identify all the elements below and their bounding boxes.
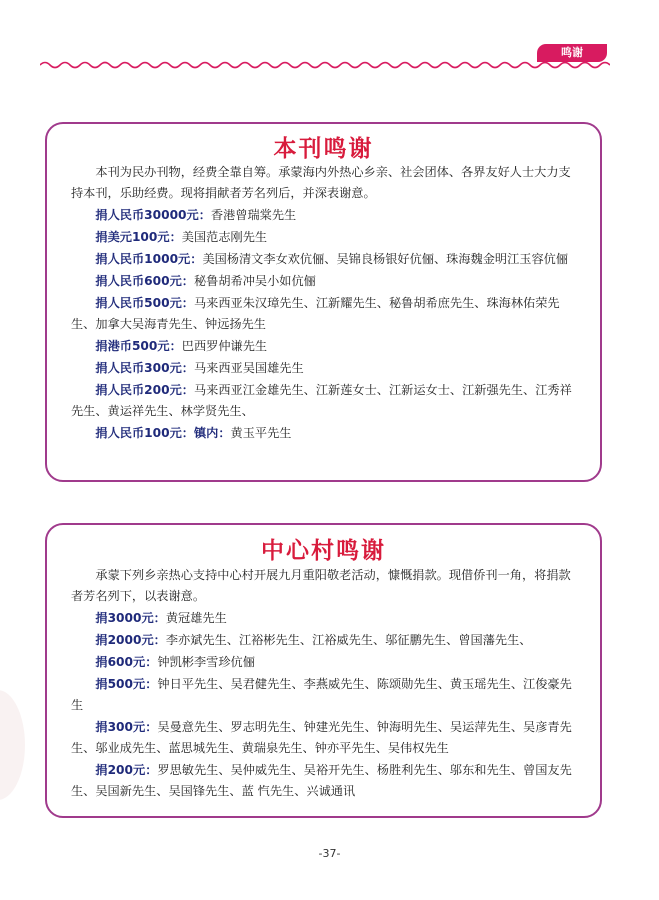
donation-entry — [71, 717, 576, 759]
donation-entry — [71, 205, 576, 226]
donor-names: 马来西亚朱汉璋先生、江新耀先生、秘鲁胡希庶先生、珠海林佑荣先生、加拿大吴海青先生、钟远扬先生 — [71, 296, 560, 331]
page-number: -37- — [318, 847, 341, 860]
donor-names: 美国杨清文李女欢伉俪、吴锦良杨银好伉俪、珠海魏金明江玉容伉俪 — [202, 252, 569, 266]
section-title: 本刊鸣谢 — [273, 136, 374, 162]
donor-names: 钟日平先生、吴君健先生、李燕威先生、陈颂勋先生、黄玉瑶先生、江俊豪先生 — [71, 677, 572, 712]
donation-entry — [71, 652, 576, 673]
donation-entry — [71, 674, 576, 716]
donation-entry — [71, 423, 576, 444]
donation-entry — [71, 227, 576, 248]
donation-amount: 捐人民币100元：镇内： — [95, 426, 231, 440]
donation-amount: 捐500元： — [95, 677, 158, 691]
donation-amount: 捐300元： — [95, 720, 158, 734]
donor-names: 钟凯彬李雪珍伉俪 — [157, 655, 255, 669]
donor-names: 黄冠雄先生 — [165, 611, 227, 625]
section-title: 中心村鸣谢 — [261, 538, 386, 564]
donation-amount: 捐人民币30000元： — [95, 208, 211, 222]
acknowledgement-box-magazine — [45, 122, 602, 482]
donation-entry — [71, 760, 576, 802]
donation-entry — [71, 271, 576, 292]
donation-amount: 捐美元100元： — [95, 230, 182, 244]
donor-names: 黄玉平先生 — [230, 426, 292, 440]
donation-entry — [71, 249, 576, 270]
donation-entry — [71, 380, 576, 422]
donation-entry — [71, 336, 576, 357]
donation-amount: 捐人民币600元： — [95, 274, 194, 288]
donor-names: 秘鲁胡希冲吴小如伉俪 — [193, 274, 316, 288]
donation-amount: 捐200元： — [95, 763, 158, 777]
donation-amount: 捐人民币200元： — [95, 383, 194, 397]
donor-names: 美国范志刚先生 — [181, 230, 268, 244]
donation-amount: 捐3000元： — [95, 611, 166, 625]
donor-names: 马来西亚江金雄先生、江新莲女士、江新运女士、江新强先生、江秀祥先生、黄运祥先生、林学贤先生、 — [71, 383, 572, 418]
donor-names: 香港曾瑞棠先生 — [210, 208, 297, 222]
intro-paragraph: 本刊为民办刊物，经费全靠自筹。承蒙海内外热心乡亲、社会团体、各界友好人士大力支持本刊，乐助经费。现将捐献者芳名列后，并深表谢意。 — [71, 165, 571, 200]
section-tab: 鸣谢 — [537, 44, 607, 62]
donation-entry — [71, 608, 576, 629]
section-content — [47, 565, 600, 802]
donation-entry — [71, 358, 576, 379]
acknowledgement-box-village — [45, 523, 602, 818]
donation-amount: 捐600元： — [95, 655, 158, 669]
donor-names: 李亦斌先生、江裕彬先生、江裕威先生、邬征鹏先生、曾国藩先生、 — [165, 633, 532, 647]
section-content — [47, 162, 600, 444]
donation-amount: 捐人民币300元： — [95, 361, 194, 375]
wave-divider — [40, 60, 610, 70]
intro-paragraph: 承蒙下列乡亲热心支持中心村开展九月重阳敬老活动，慷慨捐款。现借侨刊一角，将捐款者芳名列下，以表谢意。 — [71, 568, 571, 603]
donor-names: 马来西亚吴国雄先生 — [193, 361, 304, 375]
donation-entry — [71, 293, 576, 335]
donor-names: 吴曼意先生、罗志明先生、钟建光先生、钟海明先生、吴运萍先生、吴彦青先生、邬业成先生、蓝思城先生、黄瑞泉先生、钟亦平先生、吴伟权先生 — [71, 720, 572, 755]
donation-amount: 捐港币500元： — [95, 339, 182, 353]
donation-amount: 捐2000元： — [95, 633, 166, 647]
donor-names: 罗思敏先生、吴仲威先生、吴裕开先生、杨胜利先生、邬东和先生、曾国友先生、吴国新先生、吴国锋先生、蓝 忾先生、兴诚通讯 — [71, 763, 572, 798]
donor-names: 巴西罗仲谦先生 — [181, 339, 268, 353]
donation-amount: 捐人民币1000元： — [95, 252, 203, 266]
donation-amount: 捐人民币500元： — [95, 296, 194, 310]
side-decoration — [0, 690, 25, 800]
donation-entry — [71, 630, 576, 651]
